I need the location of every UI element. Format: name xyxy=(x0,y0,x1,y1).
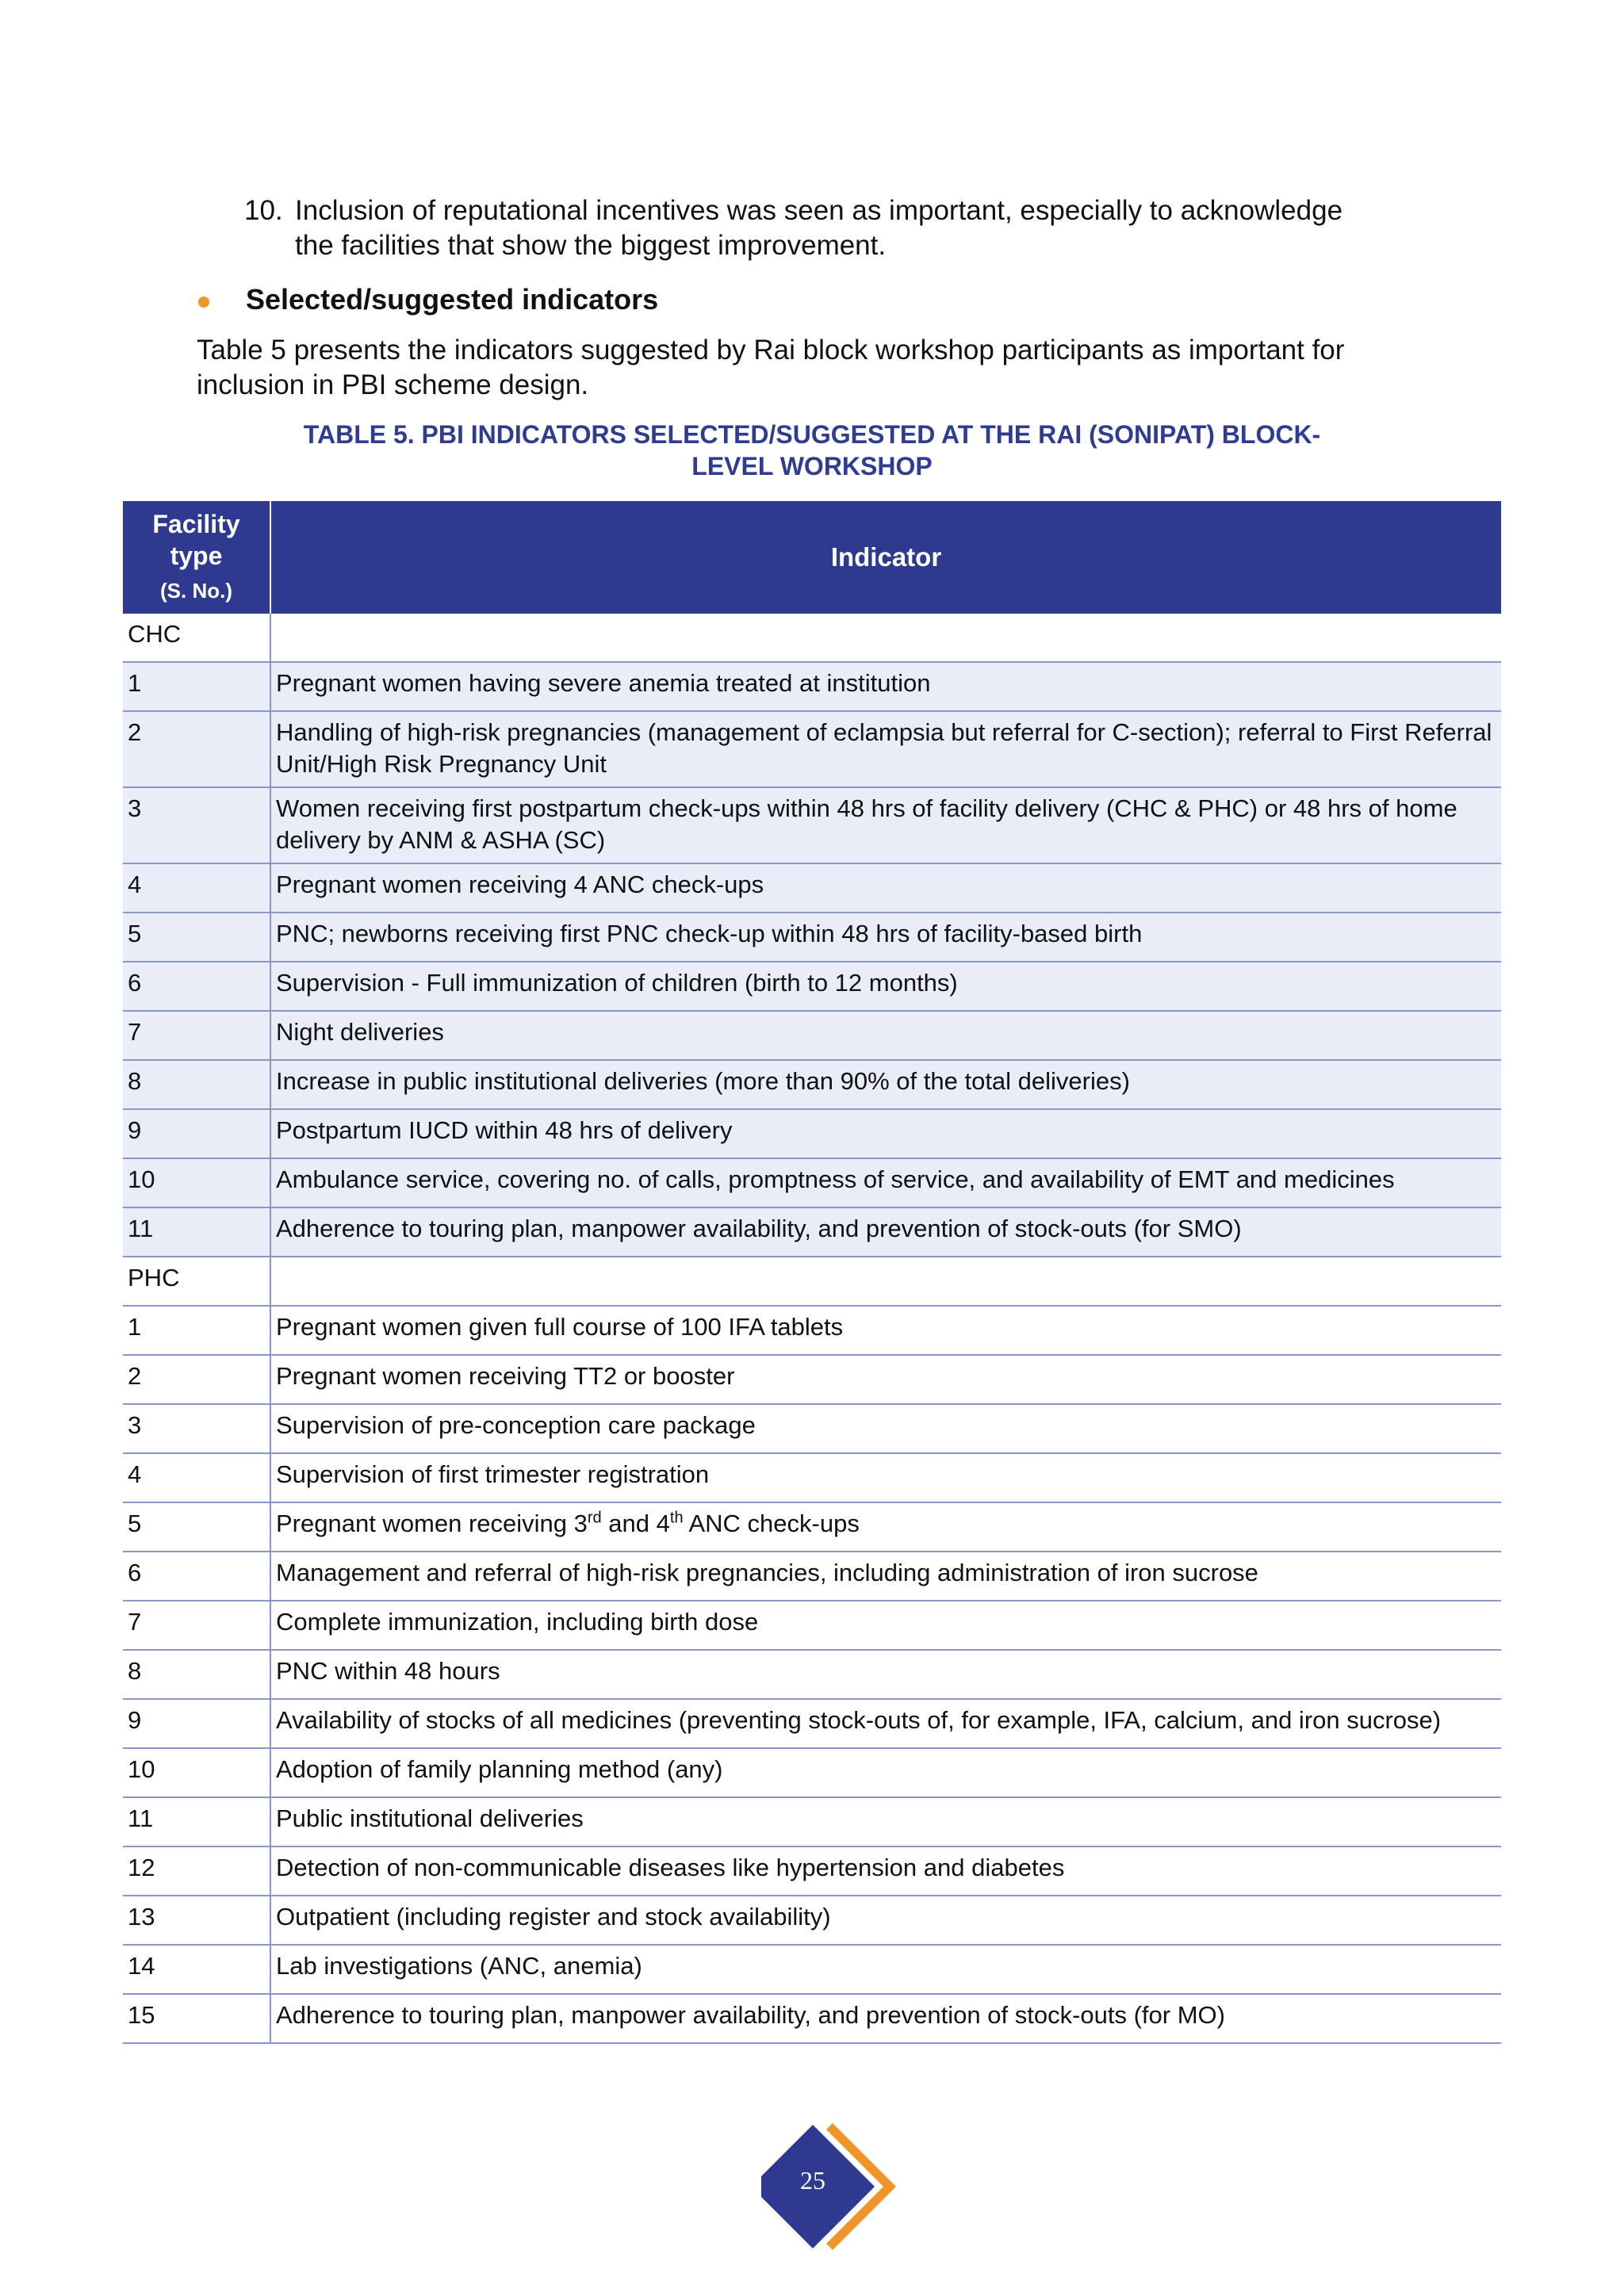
row-indicator: Handling of high-risk pregnancies (management of eclampsia but referral for C-section); referral to First Referral Unit/High Risk Pregnancy Unit xyxy=(270,711,1501,787)
group-label-phc: PHC xyxy=(123,1257,270,1306)
header-indicator: Indicator xyxy=(270,501,1501,614)
row-indicator: PNC; newborns receiving first PNC check-up within 48 hrs of facility-based birth xyxy=(270,913,1501,962)
table-row xyxy=(123,662,1501,711)
table-row xyxy=(123,711,1501,787)
table-row xyxy=(123,1355,1501,1404)
header-facility-type xyxy=(123,501,270,614)
table-row xyxy=(123,1797,1501,1846)
table-row xyxy=(123,913,1501,962)
row-indicator: Increase in public institutional deliveries (more than 90% of the total deliveries) xyxy=(270,1060,1501,1109)
row-indicator: Adoption of family planning method (any) xyxy=(270,1748,1501,1797)
row-number: 3 xyxy=(123,1404,270,1453)
row-number: 10 xyxy=(123,1748,270,1797)
item-text: Inclusion of reputational incentives was seen as important, especially to acknowledge the facilities that show the biggest improvement. xyxy=(295,195,1343,261)
row-indicator: PNC within 48 hours xyxy=(270,1650,1501,1699)
row-number: 6 xyxy=(123,1552,270,1601)
chc-section xyxy=(123,614,1501,1257)
table-row xyxy=(123,962,1501,1011)
row-indicator: Pregnant women given full course of 100 IFA tablets xyxy=(270,1306,1501,1355)
row-number: 15 xyxy=(123,1994,270,2043)
row-indicator: Night deliveries xyxy=(270,1011,1501,1060)
indicator-text-part: and 4 xyxy=(601,1510,670,1537)
row-number: 7 xyxy=(123,1601,270,1650)
table-row xyxy=(123,863,1501,913)
table-title-line2: LEVEL WORKSHOP xyxy=(691,452,933,480)
intro-paragraph: Table 5 presents the indicators suggested by Rai block workshop participants as important for inclusion in PBI scheme design. xyxy=(197,335,1345,400)
row-number: 10 xyxy=(123,1158,270,1207)
row-indicator: Pregnant women having severe anemia treated at institution xyxy=(270,662,1501,711)
table-row xyxy=(123,1207,1501,1257)
table-row xyxy=(123,1846,1501,1896)
row-number: 13 xyxy=(123,1896,270,1945)
numbered-item-10 xyxy=(244,193,1386,263)
row-number: 8 xyxy=(123,1650,270,1699)
row-number: 5 xyxy=(123,1502,270,1552)
header-col1-line1: Facility xyxy=(152,510,240,538)
table-row xyxy=(123,1748,1501,1797)
table-row xyxy=(123,1945,1501,1994)
row-indicator: Management and referral of high-risk pregnancies, including administration of iron sucrose xyxy=(270,1552,1501,1601)
table-row xyxy=(123,1994,1501,2043)
group-row-phc xyxy=(123,1257,1501,1306)
table-title-line1: TABLE 5. PBI INDICATORS SELECTED/SUGGESTED AT THE RAI (SONIPAT) BLOCK- xyxy=(303,420,1321,449)
table-row xyxy=(123,1650,1501,1699)
item-number: 10. xyxy=(244,195,283,226)
row-indicator: Supervision of first trimester registration xyxy=(270,1453,1501,1502)
table-row xyxy=(123,1502,1501,1552)
phc-section xyxy=(123,1257,1501,2043)
table-row xyxy=(123,1404,1501,1453)
table-row xyxy=(123,1552,1501,1601)
row-indicator: Pregnant women receiving 4 ANC check-ups xyxy=(270,863,1501,913)
section-heading xyxy=(197,282,658,317)
row-indicator: Postpartum IUCD within 48 hrs of delivery xyxy=(270,1109,1501,1158)
table-title xyxy=(197,419,1427,482)
row-indicator: Ambulance service, covering no. of calls, promptness of service, and availability of EMT and medicines xyxy=(270,1158,1501,1207)
row-number: 12 xyxy=(123,1846,270,1896)
row-number: 2 xyxy=(123,1355,270,1404)
row-indicator: Adherence to touring plan, manpower availability, and prevention of stock-outs (for SMO) xyxy=(270,1207,1501,1257)
row-indicator: Pregnant women receiving TT2 or booster xyxy=(270,1355,1501,1404)
indicator-table xyxy=(123,501,1501,2044)
row-indicator: Complete immunization, including birth dose xyxy=(270,1601,1501,1650)
row-indicator: Outpatient (including register and stock availability) xyxy=(270,1896,1501,1945)
group-empty-cell xyxy=(270,1257,1501,1306)
table-row xyxy=(123,1306,1501,1355)
row-indicator: Detection of non-communicable diseases like hypertension and diabetes xyxy=(270,1846,1501,1896)
table-row xyxy=(123,787,1501,863)
row-number: 3 xyxy=(123,787,270,863)
table-row xyxy=(123,1699,1501,1748)
row-indicator: Women receiving first postpartum check-ups within 48 hrs of facility delivery (CHC & PHC) or 48 hrs of home delivery by ANM & ASHA (SC) xyxy=(270,787,1501,863)
row-indicator: Availability of stocks of all medicines (preventing stock-outs of, for example, IFA, calcium, and iron sucrose) xyxy=(270,1699,1501,1748)
header-col1-line3: (S. No.) xyxy=(160,579,232,603)
row-number: 5 xyxy=(123,913,270,962)
table-row xyxy=(123,1011,1501,1060)
indicator-text-part: ANC check-ups xyxy=(683,1510,860,1537)
row-indicator: Public institutional deliveries xyxy=(270,1797,1501,1846)
row-indicator: Lab investigations (ANC, anemia) xyxy=(270,1945,1501,1994)
table-header-row xyxy=(123,501,1501,614)
row-number: 1 xyxy=(123,662,270,711)
group-row-chc xyxy=(123,614,1501,662)
row-number: 4 xyxy=(123,863,270,913)
row-number: 2 xyxy=(123,711,270,787)
row-number: 9 xyxy=(123,1699,270,1748)
row-number: 6 xyxy=(123,962,270,1011)
row-number: 4 xyxy=(123,1453,270,1502)
table-row xyxy=(123,1158,1501,1207)
row-number: 11 xyxy=(123,1797,270,1846)
page-number: 25 xyxy=(800,2166,825,2195)
indicator-text-part: Pregnant women receiving 3 xyxy=(276,1510,588,1537)
row-number: 9 xyxy=(123,1109,270,1158)
ordinal-suffix: th xyxy=(669,1509,684,1527)
header-col1-line2: type xyxy=(170,541,223,570)
row-number: 7 xyxy=(123,1011,270,1060)
table-row xyxy=(123,1896,1501,1945)
row-indicator: Supervision of pre-conception care package xyxy=(270,1404,1501,1453)
row-indicator: Supervision - Full immunization of children (birth to 12 months) xyxy=(270,962,1501,1011)
row-indicator xyxy=(270,1502,1501,1552)
row-number: 8 xyxy=(123,1060,270,1109)
row-indicator: Adherence to touring plan, manpower availability, and prevention of stock-outs (for MO) xyxy=(270,1994,1501,2043)
row-number: 14 xyxy=(123,1945,270,1994)
group-label-chc: CHC xyxy=(123,614,270,662)
row-number: 1 xyxy=(123,1306,270,1355)
row-number: 11 xyxy=(123,1207,270,1257)
table-row xyxy=(123,1601,1501,1650)
section-heading-label: Selected/suggested indicators xyxy=(246,283,659,316)
table-row xyxy=(123,1060,1501,1109)
table-row xyxy=(123,1453,1501,1502)
table-row xyxy=(123,1109,1501,1158)
ordinal-suffix: rd xyxy=(587,1509,602,1527)
group-empty-cell xyxy=(270,614,1501,662)
